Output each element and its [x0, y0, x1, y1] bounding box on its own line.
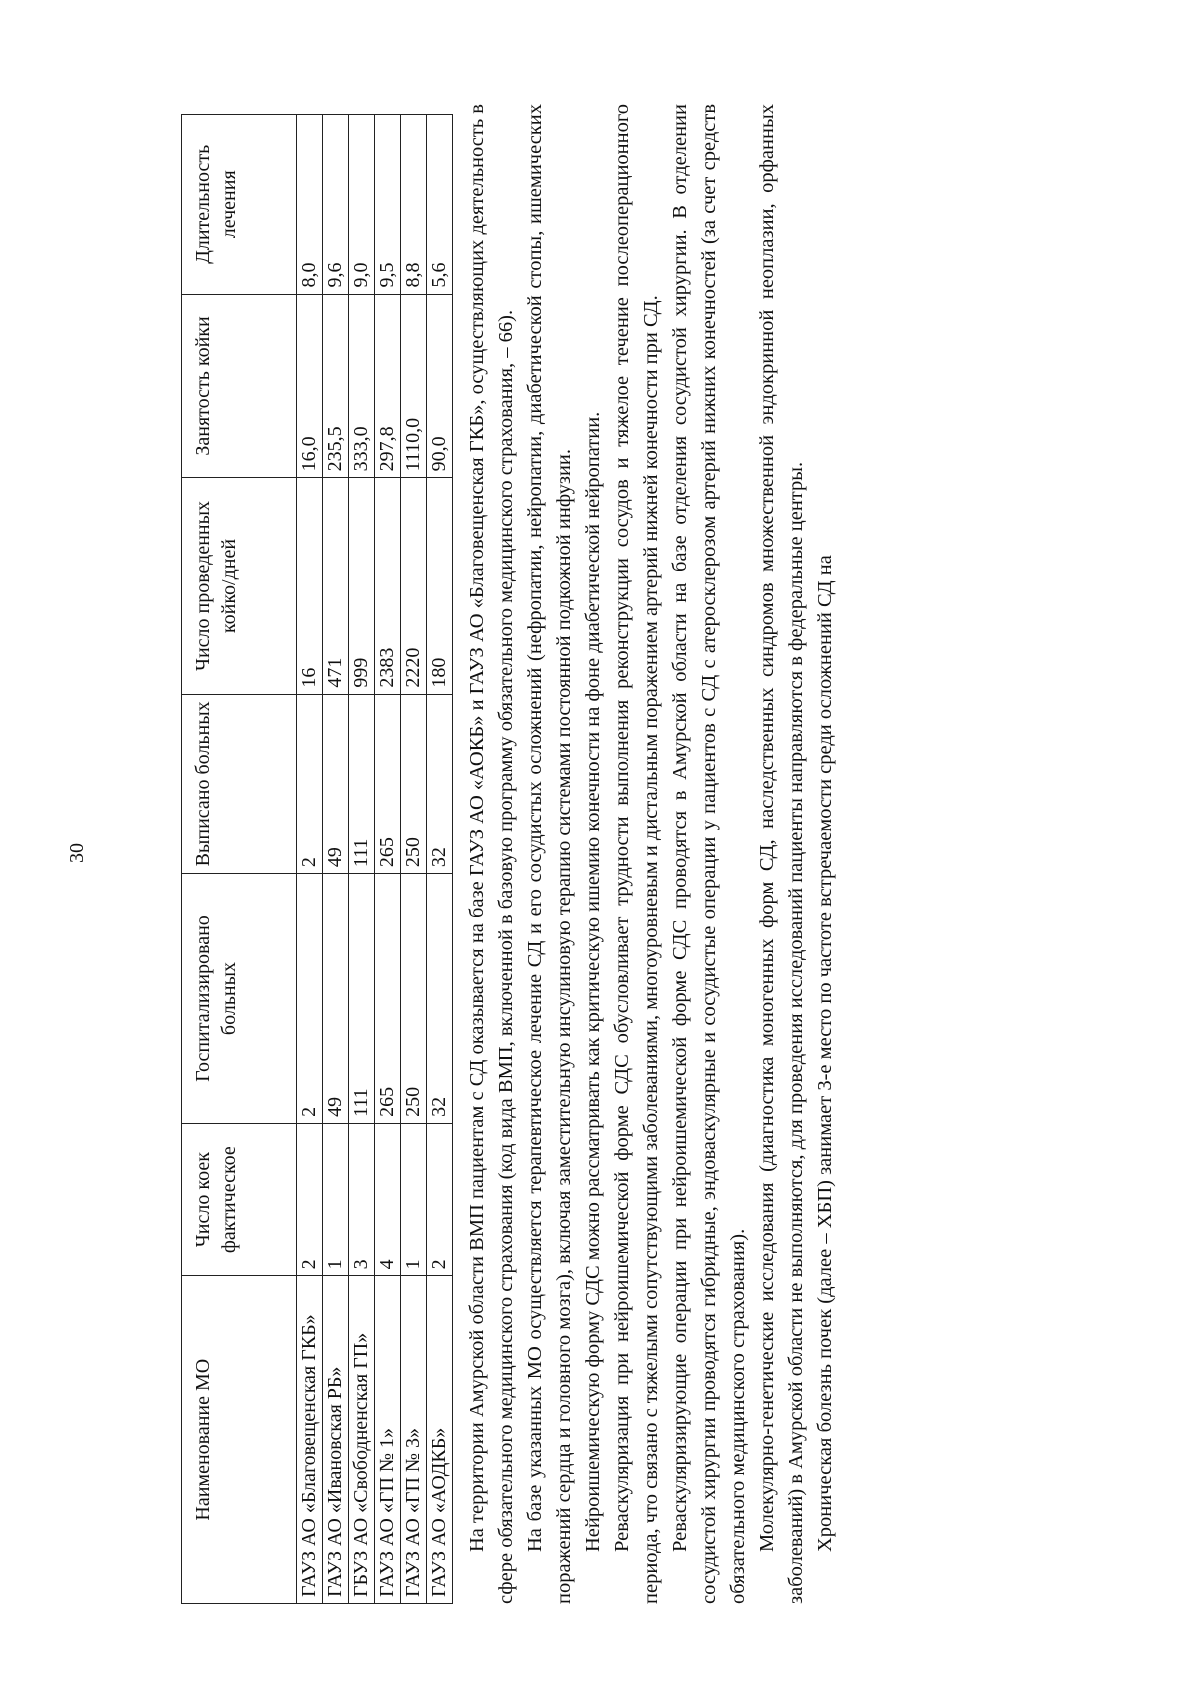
table-cell: 32 [427, 694, 453, 874]
table-cell: 8,8 [401, 115, 427, 295]
table-header-row [182, 115, 297, 1604]
table-cell: 2 [427, 1123, 453, 1275]
paragraph-vascular-surgery: Реваскуляризирующие операции при нейроишемической форме СДС проводятся в Амурской области на базе отделения сосудистой хирургии. В отделении сосудистой хирургии проводятся гибридные, эндоваскулярные и сосудистые операции у пациентов с СД с атеросклерозом артерий нижних конечностей (за счет средств обязательного медицинского страхования). [669, 104, 749, 1604]
table-row [401, 115, 427, 1604]
table-cell: 2 [297, 694, 323, 874]
table-cell: 1 [323, 1123, 349, 1275]
table-row [427, 115, 453, 1604]
table-cell: 235,5 [323, 294, 349, 478]
table-cell: 265 [375, 874, 401, 1124]
table-cell: 9,0 [349, 115, 375, 295]
table-row [375, 115, 401, 1604]
table-cell: 250 [401, 874, 427, 1124]
header-bed-days: Число проведенных койко/дней [182, 478, 297, 694]
rotated-page [50, 48, 1150, 1658]
table-cell: 1110,0 [401, 294, 427, 478]
table-cell: 111 [349, 694, 375, 874]
table-cell: ГАУЗ АО «АОДКБ» [427, 1276, 453, 1604]
table-cell: 999 [349, 478, 375, 694]
table-cell: 1 [401, 1123, 427, 1275]
table-cell: ГАУЗ АО «ГП № 3» [401, 1276, 427, 1604]
table-cell: 3 [349, 1123, 375, 1275]
table-cell: ГАУЗ АО «Благовещенская ГКБ» [297, 1276, 323, 1604]
table-cell: 471 [323, 478, 349, 694]
document-body [463, 104, 840, 1604]
table-cell: 2220 [401, 478, 427, 694]
header-beds: Число коек фактическое [182, 1123, 297, 1275]
header-bed-occupancy: Занятость койки [182, 294, 297, 478]
table-cell: 333,0 [349, 294, 375, 478]
table-cell: 5,6 [427, 115, 453, 295]
header-mo-name: Наименование МО [182, 1276, 297, 1604]
paragraph-ckd: Хроническая болезнь почек (далее – ХБП) занимает 3-е место по частоте встречаемости среди осложнений СД на [814, 555, 836, 1552]
table-cell: 16 [297, 478, 323, 694]
paragraph-vmp: На территории Амурской области ВМП пациентам с СД оказывается на базе ГАУЗ АО «АОКБ» и ГАУЗ АО «Благовещенская ГКБ», осуществляющих деятельность в сфере обязательного медицинского страхования (код вида ВМП, включенной в базовую программу обязательного медицинского страхования, – 66). [466, 104, 517, 1604]
paragraph-revascularization: Реваскуляризация при нейроишемической форме СДС обусловливает трудности выполнения реконструкции сосудов и тяжелое течение послеоперационного периода, что связано с тяжелыми сопутствующими заболеваниями, многоуровневым и дистальным поражением артерий нижней конечности при СД. [611, 104, 662, 1604]
paragraph-neuroischemic: Нейроишемическую форму СДС можно рассматривать как критическую ишемию конечности на фоне диабетической нейропатии. [582, 411, 604, 1552]
table-cell: 250 [401, 694, 427, 874]
page-number: 30 [66, 843, 88, 863]
paragraph-molecular-genetic: Молекулярно-генетические исследования (диагностика моногенных форм СД, наследственных синдромов множественной эндокринной неоплазии, орфанных заболеваний) в Амурской области не выполняются, для проведения исследований пациенты направляются в федеральные центры. [756, 104, 807, 1604]
table-cell: 90,0 [427, 294, 453, 478]
table-cell: 32 [427, 874, 453, 1124]
table-cell: ГБУЗ АО «Свободненская ГП» [349, 1276, 375, 1604]
table-cell: 2 [297, 874, 323, 1124]
table-row [323, 115, 349, 1604]
table-cell: 49 [323, 874, 349, 1124]
table-cell: 16,0 [297, 294, 323, 478]
mo-statistics-table [181, 114, 453, 1604]
table-cell: 111 [349, 874, 375, 1124]
table-cell: 2383 [375, 478, 401, 694]
table-cell: 9,6 [323, 115, 349, 295]
header-treatment-duration: Длительность лечения [182, 115, 297, 295]
table-cell: 4 [375, 1123, 401, 1275]
paragraph-therapy: На базе указанных МО осуществляется терапевтическое лечение СД и его сосудистых осложнений (нефропатии, нейропатии, диабетической стопы, ишемических поражений сердца и головного мозга), включая заместительную инсулиновую терапию системами постоянной подкожной инфузии. [524, 104, 575, 1604]
table-cell: ГАУЗ АО «Ивановская РБ» [323, 1276, 349, 1604]
table-cell: ГАУЗ АО «ГП № 1» [375, 1276, 401, 1604]
table-cell: 265 [375, 694, 401, 874]
table-cell: 8,0 [297, 115, 323, 295]
table-row [297, 115, 323, 1604]
header-discharged: Выписано больных [182, 694, 297, 874]
table-cell: 9,5 [375, 115, 401, 295]
table-cell: 49 [323, 694, 349, 874]
table-cell: 180 [427, 478, 453, 694]
table-cell: 297,8 [375, 294, 401, 478]
table-row [349, 115, 375, 1604]
table-cell: 2 [297, 1123, 323, 1275]
header-hospitalized: Госпитализировано больных [182, 874, 297, 1124]
